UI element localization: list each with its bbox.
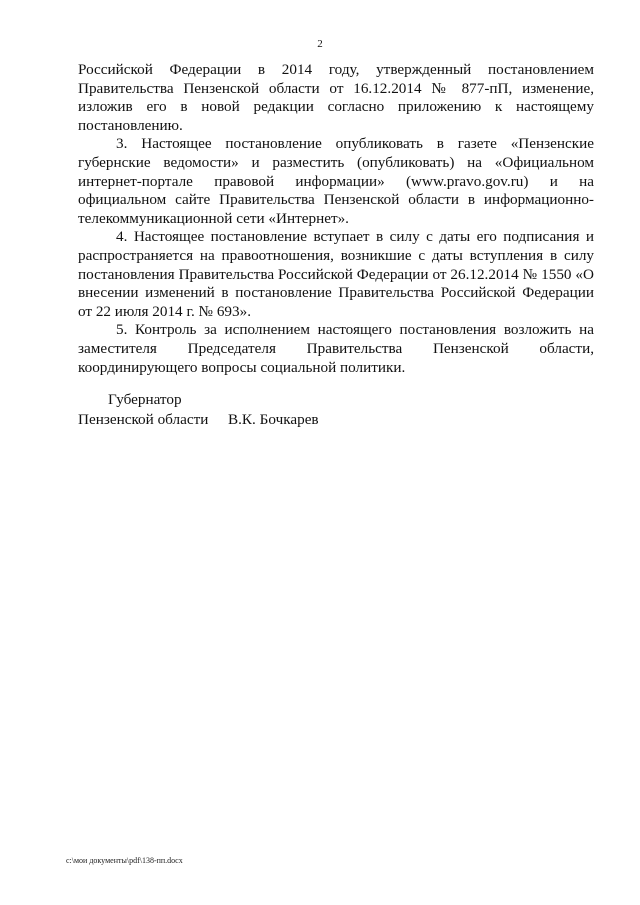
- paragraph-3-publication: 3. Настоящее постановление опубликовать в газете «Пензенские губернские ведомости» и разместить (опубликовать) на «Официальном интернет-портале правовой информации» (www.pravo.gov.ru) и на официальном сайте Правительства Пензенской области в информационно-телекоммуникационной сети «Интернет».: [78, 135, 594, 227]
- signature-name: В.К. Бочкарев: [228, 411, 319, 428]
- document-body: [78, 61, 594, 377]
- paragraph-continuation: Российской Федерации в 2014 году, утвержденный постановлением Правительства Пензенской области от 16.12.2014 № 877-пП, изменение, изложив его в новой редакции согласно приложению к настоящему постановлению.: [78, 61, 594, 134]
- paragraph-4-effective-date: 4. Настоящее постановление вступает в силу с даты его подписания и распространяется на правоотношения, возникшие с даты вступления в силу постановления Правительства Российской Федерации от 26.12.2014 № 1550 «О внесении изменений в постановление Правительства Российской Федерации от 22 июля 2014 г. № 693».: [78, 228, 594, 320]
- signature-title: Губернатор: [108, 391, 182, 408]
- footer-file-path: c:\мои документы\pdf\138-пп.docx: [66, 856, 183, 865]
- paragraph-5-control: 5. Контроль за исполнением настоящего постановления возложить на заместителя Председателя Правительства Пензенской области, координирующего вопросы социальной политики.: [78, 321, 594, 376]
- page-number: 2: [317, 38, 323, 50]
- signature-block: [78, 390, 319, 430]
- signature-region: Пензенской области: [78, 411, 209, 428]
- signature-line: [78, 410, 319, 430]
